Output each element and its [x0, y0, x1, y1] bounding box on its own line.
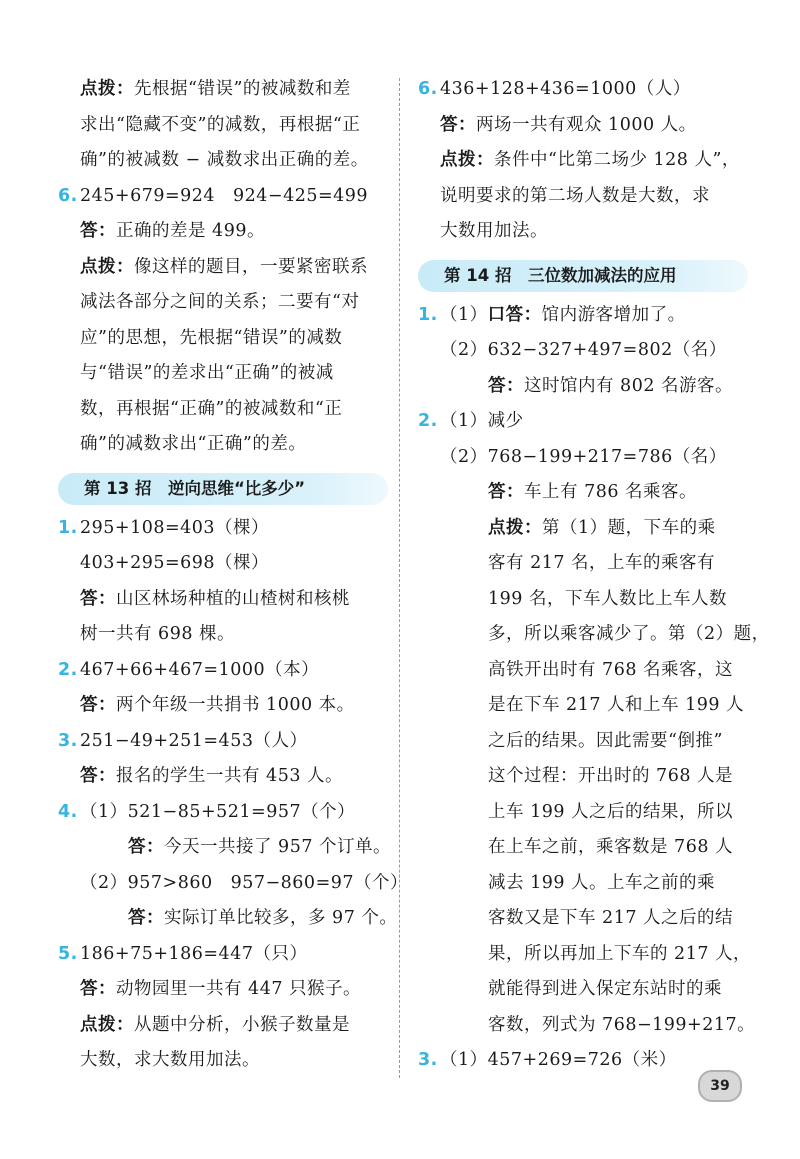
- hint-text: 高铁开出时有 768 名乘客，这: [488, 659, 734, 680]
- question-number: 6.: [58, 185, 78, 206]
- hint-text: 应”的思想，先根据“错误”的减数: [80, 327, 343, 348]
- equation: （2）632−327+497=802（名）: [440, 340, 727, 360]
- hint-text: 之后的结果。因此需要“倒推”: [488, 730, 723, 751]
- equation: 186+75+186=447（只）: [80, 943, 308, 964]
- answer-text: 答：正确的差是 499。: [80, 221, 265, 241]
- answer-text: 答：这时馆内有 802 名游客。: [488, 375, 734, 396]
- label-prefix: 答：: [80, 221, 116, 241]
- right-column: [418, 72, 770, 1079]
- hint-text: 说明要求的第二场人数是大数，求: [440, 185, 710, 206]
- label-prefix: 答：: [488, 375, 524, 396]
- equation: 436+128+436=1000（人）: [440, 79, 691, 99]
- answer-text: 答：实际订单比较多，多 97 个。: [128, 908, 398, 928]
- column-divider: [399, 78, 400, 1078]
- equation: 245+679=924 924−425=499: [80, 185, 369, 206]
- hint-text: 数，再根据“正确”的被减数和“正: [80, 398, 343, 419]
- question-number: 3.: [418, 1050, 438, 1070]
- hint-text: 确”的被减数 − 减数求出正确的差。: [80, 150, 369, 170]
- answer-text: 答：车上有 786 名乘客。: [488, 482, 698, 502]
- hint-text: 减法各部分之间的关系；二要有“对: [80, 292, 360, 312]
- hint-text: 点拨：从题中分析，小猴子数量是: [80, 1014, 350, 1035]
- hint-text: 上车 199 人之后的结果，所以: [488, 801, 734, 822]
- answer-text: 答：两场一共有观众 1000 人。: [440, 114, 697, 135]
- label-prefix: 答：: [440, 114, 476, 135]
- hint-text: 客有 217 名，上车的乘客有: [488, 553, 716, 573]
- label-prefix: 答：: [80, 695, 116, 715]
- question-number: 3.: [58, 730, 78, 751]
- label-prefix: 答：: [128, 908, 164, 928]
- question-number: 2.: [418, 411, 438, 431]
- equation: 251−49+251=453（人）: [80, 730, 308, 751]
- label-prefix: 点拨：: [488, 517, 542, 538]
- hint-text: 客数，列式为 768−199+217。: [488, 1014, 756, 1035]
- equation: （1）457+269=726（米）: [440, 1050, 677, 1070]
- equation: （2）957>860 957−860=97（个）: [80, 872, 408, 893]
- equation: （1）521−85+521=957（个）: [80, 801, 356, 822]
- left-column: [58, 72, 408, 1079]
- label-prefix: 点拨：: [440, 150, 494, 170]
- equation: 467+66+467=1000（本）: [80, 659, 320, 680]
- label-prefix: 答：: [80, 979, 116, 999]
- question-4: [58, 795, 388, 831]
- hint-text: 大数，求大数用加法。: [80, 1050, 260, 1070]
- question-number: 2.: [58, 659, 78, 680]
- question-number: 1.: [418, 304, 438, 325]
- page-number-badge: 39: [698, 1070, 742, 1102]
- answer-text: 答：今天一共接了 957 个订单。: [128, 837, 392, 857]
- section-heading-13: 第 13 招 逆向思维“比多少”: [58, 473, 388, 505]
- question-number: 5.: [58, 943, 78, 964]
- label-prefix: 答：: [80, 588, 116, 609]
- hint-text: 在上车之前，乘客数是 768 人: [488, 837, 734, 857]
- question-3: [418, 1043, 748, 1079]
- question-number: 6.: [418, 79, 438, 99]
- label-prefix: 点拨：: [80, 256, 134, 277]
- answer-text: （1）减少: [440, 411, 524, 431]
- hint-text: 199 名，下车人数比上车人数: [488, 588, 727, 609]
- hint-text: 点拨：第（1）题，下车的乘: [488, 517, 716, 538]
- question-6: [418, 72, 748, 108]
- hint-text: 求出“隐藏不变”的减数，再根据“正: [80, 114, 361, 135]
- hint-text: 与“错误”的差求出“正确”的被减: [80, 363, 334, 383]
- question-1: [58, 511, 388, 547]
- hint-text: 就能得到进入保定东站时的乘: [488, 979, 722, 999]
- hint-text: 点拨：像这样的题目，一要紧密联系: [80, 256, 368, 277]
- hint-text: 点拨：条件中“比第二场少 128 人”，: [440, 150, 740, 170]
- question-5: [58, 937, 388, 973]
- question-2: [58, 653, 388, 689]
- hint-text: 点拨：先根据“错误”的被减数和差: [80, 79, 351, 99]
- equation: （2）768−199+217=786（名）: [440, 446, 727, 467]
- hint-text: 大数用加法。: [440, 221, 548, 241]
- label-prefix: 点拨：: [80, 79, 134, 99]
- label-prefix: 口答：: [487, 304, 542, 325]
- hint-text: 减去 199 人。上车之前的乘: [488, 872, 716, 893]
- hint-text: 多，所以乘客减少了。第（2）题，: [488, 624, 770, 644]
- question-1: [418, 298, 748, 334]
- hint-text: 果，所以再加上下车的 217 人，: [488, 943, 752, 964]
- answer-text: 答：两个年级一共捐书 1000 本。: [80, 695, 355, 715]
- equation: 295+108=403（棵）: [80, 517, 270, 538]
- question-number: 4.: [58, 801, 78, 822]
- equation: 403+295=698（棵）: [80, 553, 270, 573]
- answer-text: 答：报名的学生一共有 453 人。: [80, 766, 344, 786]
- question-2: [418, 404, 748, 440]
- label-prefix: 点拨：: [80, 1014, 134, 1035]
- hint-text: 是在下车 217 人和上车 199 人: [488, 695, 745, 715]
- label-prefix: 答：: [128, 837, 164, 857]
- answer-text: 树一共有 698 棵。: [80, 624, 236, 644]
- label-prefix: 答：: [488, 482, 524, 502]
- answer-text: （1）口答：馆内游客增加了。: [440, 304, 686, 325]
- question-3: [58, 724, 388, 760]
- hint-text: 确”的减数求出“正确”的差。: [80, 434, 307, 454]
- answer-text: 答：山区林场种植的山楂树和核桃: [80, 588, 350, 609]
- answer-text: 答：动物园里一共有 447 只猴子。: [80, 979, 362, 999]
- section-heading-14: 第 14 招 三位数加减法的应用: [418, 260, 748, 292]
- question-number: 1.: [58, 517, 78, 538]
- question-6: [58, 179, 388, 215]
- label-prefix: 答：: [80, 766, 116, 786]
- hint-text: 客数又是下车 217 人之后的结: [488, 908, 734, 928]
- hint-text: 这个过程：开出时的 768 人是: [488, 766, 734, 786]
